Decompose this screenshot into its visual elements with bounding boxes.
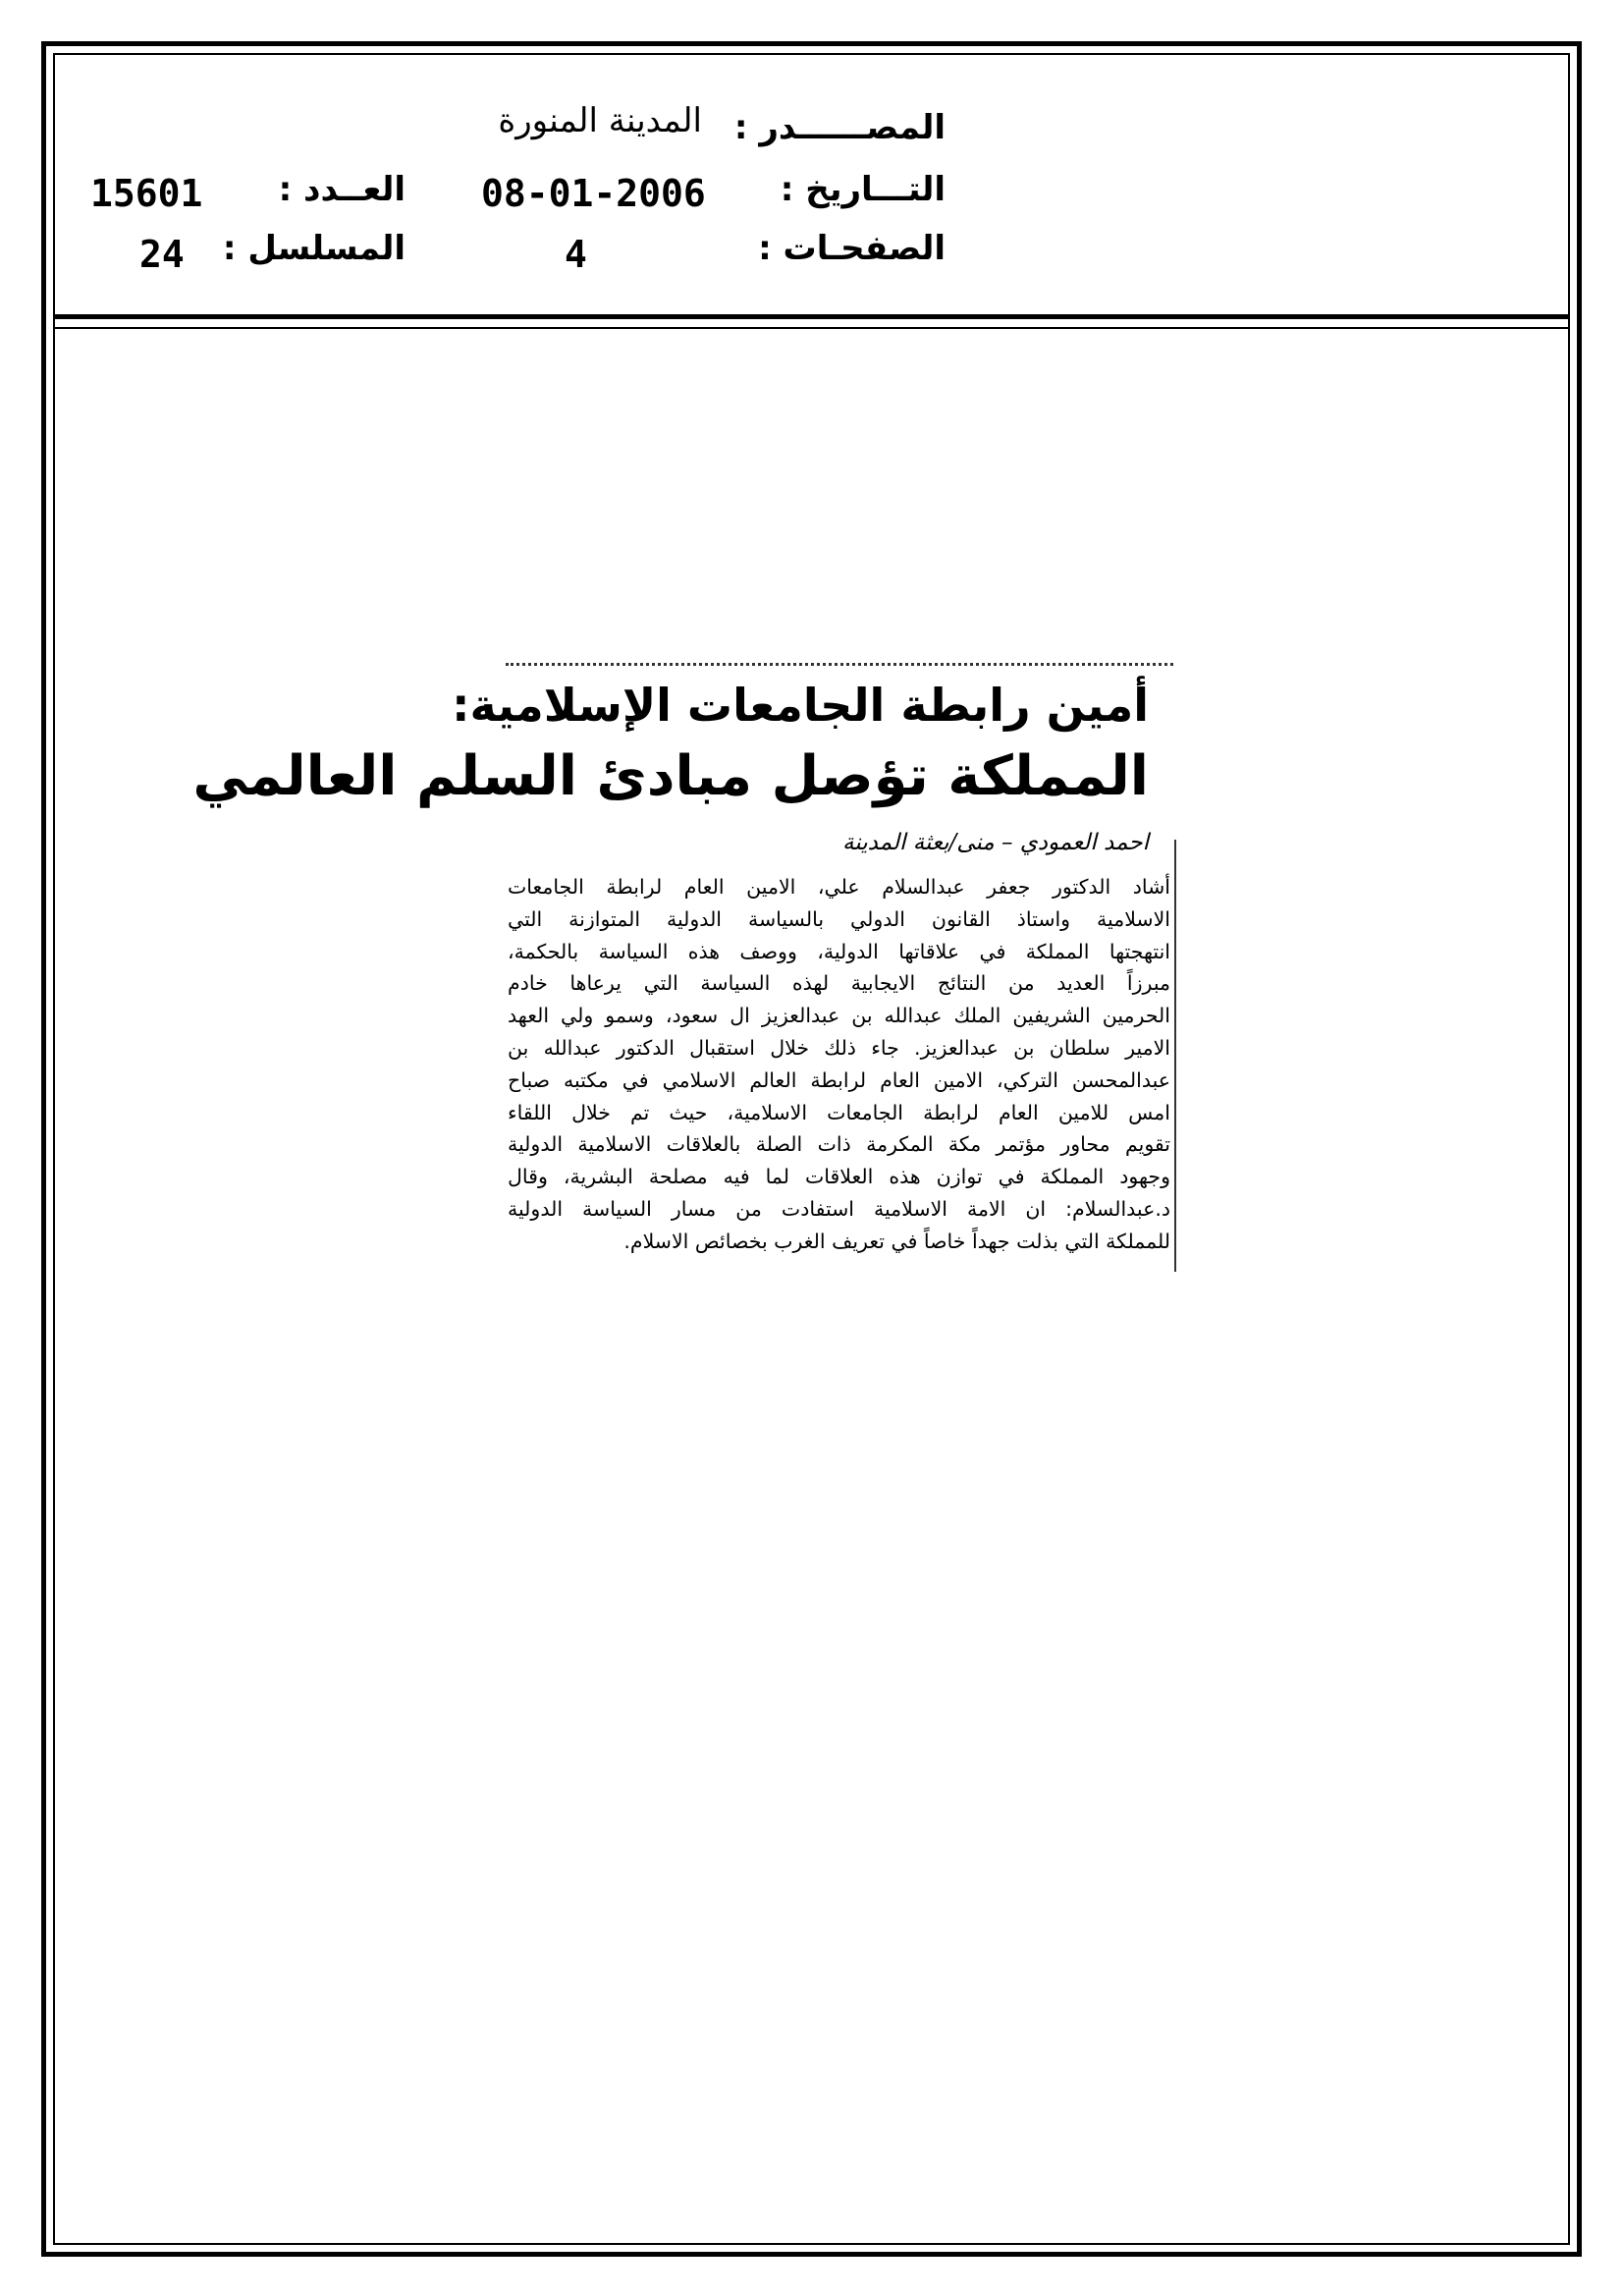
article-line: عبدالمحسن التركي، الامين العام لرابطة العالم الاسلامي في مكتبه صباح (508, 1067, 1170, 1092)
article-line: تقويم محاور مؤتمر مكة المكرمة ذات الصلة بالعلاقات الاسلامية الدولية (508, 1132, 1170, 1157)
header-divider-thin (53, 327, 1570, 329)
issue-value: 15601 (90, 172, 203, 215)
article-line: امس للامين العام لرابطة الجامعات الاسلامية، حيث تم خلال اللقاء (508, 1100, 1170, 1124)
article-line: الاسلامية واستاذ القانون الدولي بالسياسة الدولية المتوازنة التي (508, 906, 1170, 931)
date-value: 08-01-2006 (481, 172, 706, 215)
source-value: المدينة المنورة (498, 101, 702, 140)
article-headline-kicker: أمين رابطة الجامعات الإسلامية: (452, 679, 1149, 732)
article-line: الحرمين الشريفين الملك عبدالله بن عبدالعزيز ال سعود، وسمو ولي العهد (508, 1004, 1170, 1028)
serial-label: المسلسل : (222, 229, 406, 268)
article-line: الامير سلطان بن عبدالعزيز. جاء ذلك خلال استقبال الدكتور عبدالله بن (508, 1035, 1170, 1060)
header-divider-thick (53, 314, 1570, 319)
article-body (508, 871, 1170, 1258)
clipping-column-rule (1174, 840, 1176, 1272)
article-line: انتهجتها المملكة في علاقاتها الدولية، ووصف هذه السياسة بالحكمة، (508, 939, 1170, 963)
source-label: المصــــــدر : (733, 108, 946, 147)
article-line: أشاد الدكتور جعفر عبدالسلام علي، الامين العام لرابطة الجامعات (508, 875, 1170, 899)
article-line: للمملكة التي بذلت جهداً خاصاً في تعريف الغرب بخصائص الاسلام. (623, 1229, 1170, 1253)
pages-value: 4 (565, 233, 587, 276)
clipping-top-rule (506, 663, 1173, 666)
article-line: مبرزاً العديد من النتائج الايجابية لهذه السياسة التي يرعاها خادم (508, 971, 1170, 996)
pages-label: الصفحـات : (758, 229, 946, 268)
article-line: د.عبدالسلام: ان الامة الاسلامية استفادت من مسار السياسة الدولية (508, 1196, 1170, 1221)
article-headline-main: المملكة تؤصل مبادئ السلم العالمي (192, 744, 1149, 808)
serial-value: 24 (139, 233, 185, 276)
issue-label: العــدد : (278, 170, 406, 209)
article-byline: احمد العمودي – منى/بعثة المدينة (841, 830, 1149, 855)
article-line: وجهود المملكة في توازن هذه العلاقات لما فيه مصلحة البشرية، وقال (508, 1165, 1170, 1189)
newspaper-clipping (192, 653, 1178, 1282)
date-label: التـــاريخ : (780, 170, 946, 209)
